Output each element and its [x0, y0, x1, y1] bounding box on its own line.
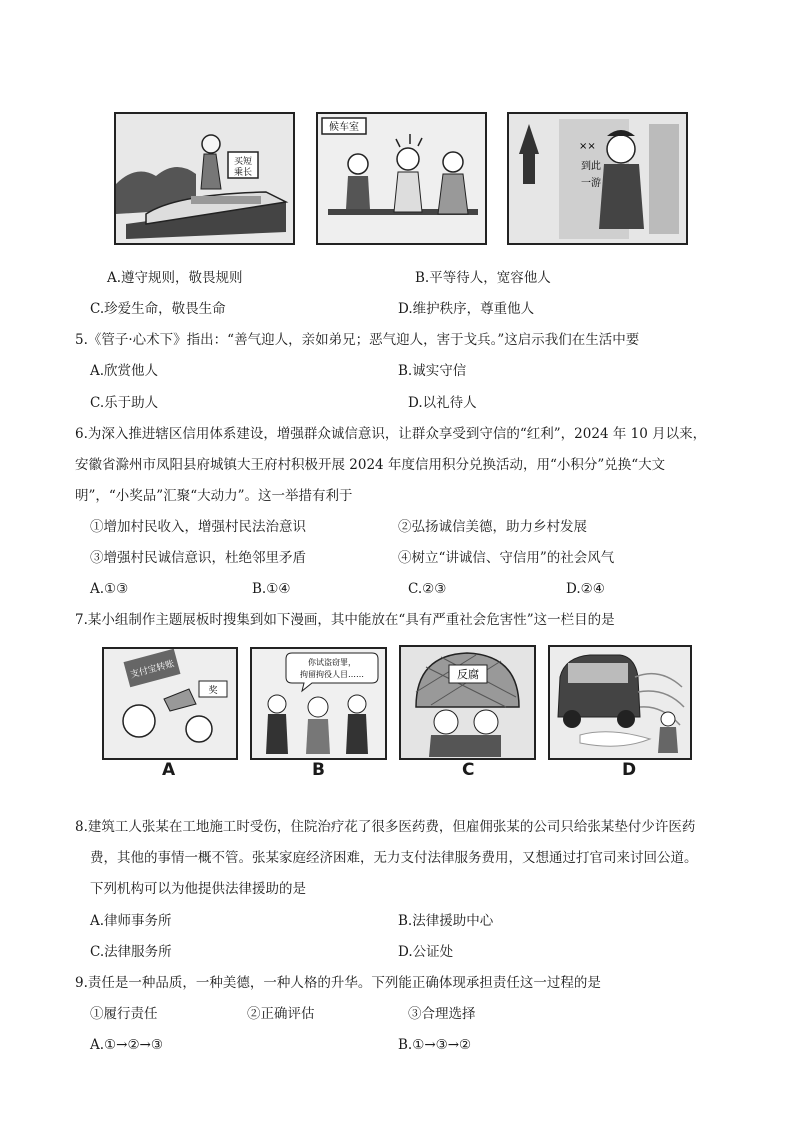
q4-option-d[interactable]: D.维护秩序，尊重他人 [398, 301, 535, 317]
graffiti-scene-illustration [509, 114, 686, 243]
q6-option-c[interactable]: C.②③ [408, 581, 447, 597]
q7-label-b[interactable]: B [312, 760, 325, 780]
q8-option-a[interactable]: A.律师事务所 [90, 913, 172, 929]
q4-option-b[interactable]: B.平等待人，宽容他人 [415, 270, 551, 286]
q9-option-a[interactable]: A.①→②→③ [90, 1037, 163, 1053]
q7-label-a[interactable]: A [162, 760, 176, 780]
q8-option-d[interactable]: D.公证处 [398, 944, 454, 960]
q6-statement-1: ①增加村民收入，增强村民法治意识 [90, 519, 306, 535]
q5-option-a[interactable]: A.欣赏他人 [90, 363, 159, 379]
q4-sign-3a: ×× [579, 141, 596, 152]
q6-option-b[interactable]: B.①④ [252, 581, 291, 597]
q4-sign-1a: 买短 [233, 157, 253, 167]
q7-cartoon-b[interactable] [250, 647, 387, 760]
waiting-room-illustration [318, 114, 485, 243]
scam-cartoon-illustration [104, 649, 236, 758]
q6-stem-line-2: 安徽省滁州市凤阳县府城镇大王府村积极开展 2024 年度信用积分兑换活动，用“小积分”兑换“大文 [75, 457, 666, 473]
q6-option-d[interactable]: D.②④ [566, 581, 605, 597]
q9-statement-3: ③合理选择 [408, 1006, 476, 1022]
q4-cartoon-3 [507, 112, 688, 245]
q6-statement-3: ③增强村民诚信意识，杜绝邻里矛盾 [90, 550, 306, 566]
q7-cartoon-d[interactable] [548, 645, 692, 760]
q9-stem: 9.责任是一种品质，一种美德，一种人格的升华。下列能正确体现承担责任这一过程的是 [75, 975, 601, 991]
q4-cartoon-2 [316, 112, 487, 245]
q7-sign-c: 反腐 [457, 668, 479, 681]
q8-option-c[interactable]: C.法律服务所 [90, 944, 172, 960]
q4-option-c[interactable]: C.珍爱生命，敬畏生命 [90, 301, 226, 317]
q4-option-a[interactable]: A.遵守规则，敬畏规则 [107, 270, 243, 286]
q5-stem: 5.《管子·心术下》指出：“善气迎人，亲如弟兄；恶气迎人，害于戈兵。”这启示我们在生活中要 [75, 332, 640, 348]
police-cartoon-illustration [252, 649, 385, 758]
q7-cartoon-c[interactable] [399, 645, 536, 760]
q7-sign-b-2: 拘留拘役人目…… [300, 670, 364, 679]
q7-sign-a: 支付宝转账 [129, 659, 176, 681]
q7-sign-a2: 奖 [208, 686, 218, 696]
q7-sign-b-1: 你试盗窃罪， [308, 658, 356, 667]
train-scene-illustration [116, 114, 293, 243]
q7-label-d[interactable]: D [622, 760, 637, 780]
anti-corruption-cartoon-illustration [401, 647, 534, 758]
q5-option-b[interactable]: B.诚实守信 [398, 363, 467, 379]
q7-label-c[interactable]: C [462, 760, 475, 780]
q6-stem-line-1: 6.为深入推进辖区信用体系建设，增强群众诚信意识，让群众享受到守信的“红利”，2024 年 10 月以来， [75, 426, 707, 442]
q8-stem-line-3: 下列机构可以为他提供法律援助的是 [90, 881, 306, 897]
q5-option-c[interactable]: C.乐于助人 [90, 395, 159, 411]
q9-statement-1: ①履行责任 [90, 1006, 158, 1022]
q6-option-a[interactable]: A.①③ [90, 581, 129, 597]
q4-sign-2: 候车室 [329, 122, 359, 133]
q8-stem-line-2: 费，其他的事情一概不管。张某家庭经济困难，无力支付法律服务费用，又想通过打官司来讨回公道。 [90, 850, 698, 866]
q8-option-b[interactable]: B.法律援助中心 [398, 913, 494, 929]
q9-option-b[interactable]: B.①→③→② [398, 1037, 472, 1053]
q4-cartoon-1 [114, 112, 295, 245]
q6-statement-4: ④树立“讲诚信、守信用”的社会风气 [398, 550, 615, 566]
q4-sign-3b: 到此 [581, 161, 601, 172]
q6-statement-2: ②弘扬诚信美德，助力乡村发展 [398, 519, 587, 535]
q5-option-d[interactable]: D.以礼待人 [408, 395, 477, 411]
q6-stem-line-3: 明”，“小奖品”汇聚“大动力”。这一举措有利于 [75, 488, 353, 504]
q7-stem: 7.某小组制作主题展板时搜集到如下漫画，其中能放在“具有严重社会危害性”这一栏目的是 [75, 612, 615, 628]
q9-statement-2: ②正确评估 [247, 1006, 315, 1022]
q4-sign-1b: 乘长 [233, 168, 253, 178]
car-splash-cartoon-illustration [550, 647, 690, 758]
q8-stem-line-1: 8.建筑工人张某在工地施工时受伤，住院治疗花了很多医药费，但雇佣张某的公司只给张某垫付少许医药 [75, 819, 696, 835]
q7-cartoon-a[interactable] [102, 647, 238, 760]
q4-sign-3c: 一游 [581, 178, 601, 189]
